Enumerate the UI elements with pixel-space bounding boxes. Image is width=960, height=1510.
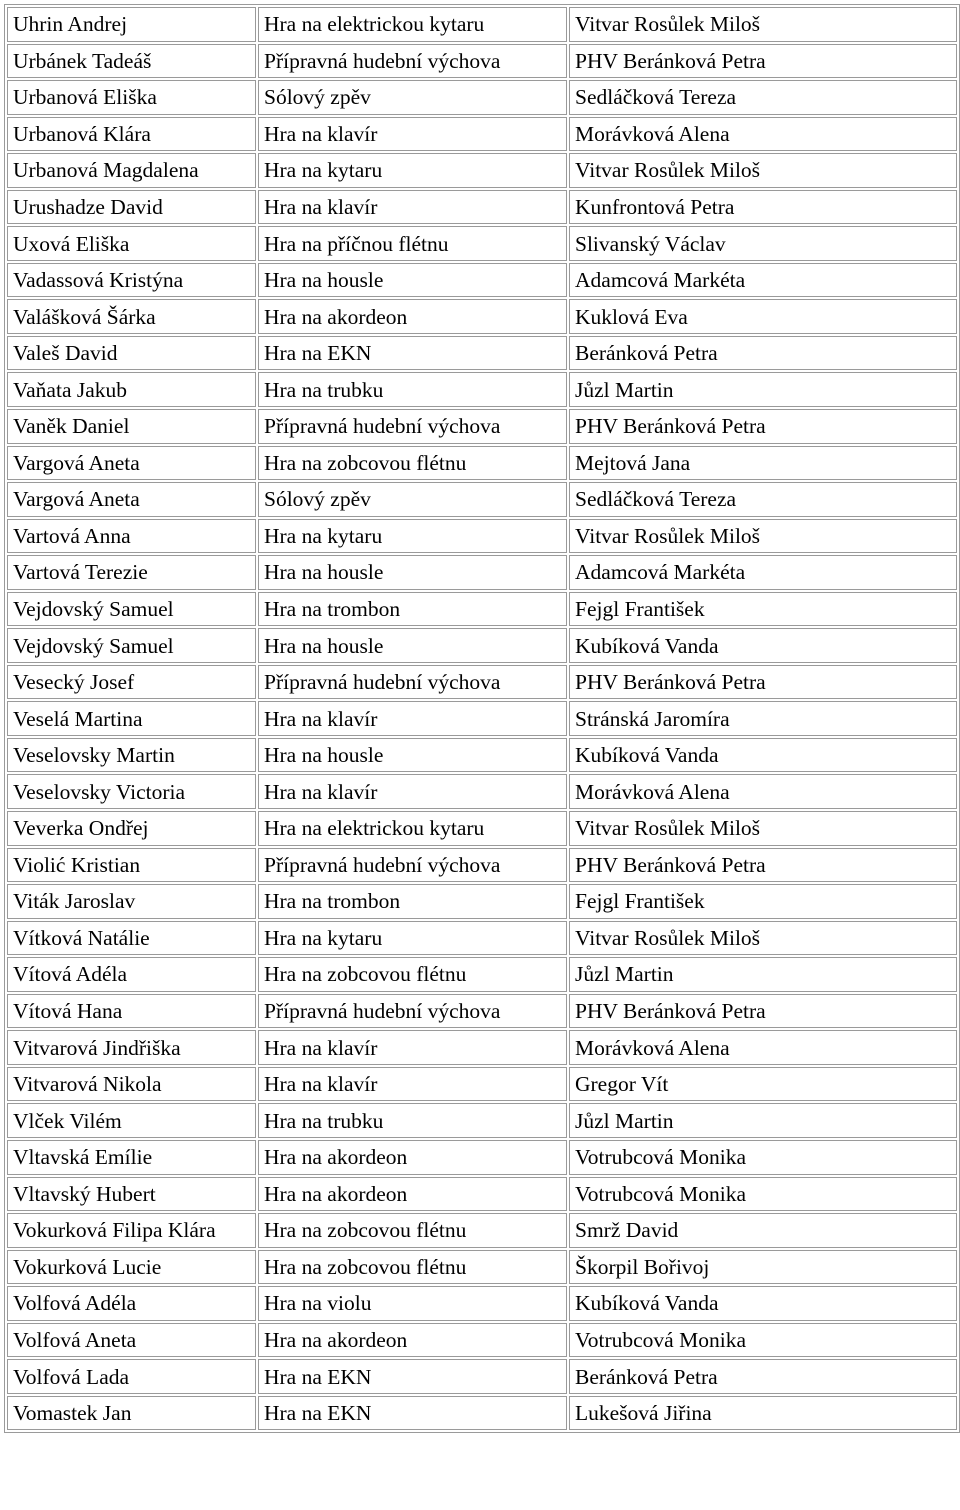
teacher-cell: Vitvar Rosůlek Miloš xyxy=(569,811,957,846)
student-name-cell: Vartová Terezie xyxy=(7,555,256,590)
table-row xyxy=(7,190,957,225)
table-row xyxy=(7,44,957,79)
student-name-cell: Uhrin Andrej xyxy=(7,7,256,42)
teacher-cell: Stránská Jaromíra xyxy=(569,701,957,736)
subject-cell: Hra na klavír xyxy=(258,1067,567,1102)
student-name-cell: Vartová Anna xyxy=(7,519,256,554)
subject-cell: Sólový zpěv xyxy=(258,80,567,115)
teacher-cell: Vitvar Rosůlek Miloš xyxy=(569,153,957,188)
teacher-cell: Votrubcová Monika xyxy=(569,1177,957,1212)
table-row xyxy=(7,1396,957,1431)
student-name-cell: Urushadze David xyxy=(7,190,256,225)
roster-body xyxy=(7,7,957,1430)
student-name-cell: Vomastek Jan xyxy=(7,1396,256,1431)
teacher-cell: PHV Beránková Petra xyxy=(569,665,957,700)
teacher-cell: Kubíková Vanda xyxy=(569,628,957,663)
teacher-cell: Beránková Petra xyxy=(569,1359,957,1394)
subject-cell: Hra na elektrickou kytaru xyxy=(258,7,567,42)
subject-cell: Hra na klavír xyxy=(258,774,567,809)
teacher-cell: Gregor Vít xyxy=(569,1067,957,1102)
teacher-cell: Fejgl František xyxy=(569,884,957,919)
student-name-cell: Volfová Adéla xyxy=(7,1286,256,1321)
table-row xyxy=(7,957,957,992)
teacher-cell: Morávková Alena xyxy=(569,774,957,809)
subject-cell: Hra na klavír xyxy=(258,117,567,152)
subject-cell: Hra na EKN xyxy=(258,1396,567,1431)
student-name-cell: Veverka Ondřej xyxy=(7,811,256,846)
subject-cell: Hra na kytaru xyxy=(258,519,567,554)
table-row xyxy=(7,446,957,481)
table-row xyxy=(7,1323,957,1358)
subject-cell: Hra na trombon xyxy=(258,884,567,919)
teacher-cell: Kunfrontová Petra xyxy=(569,190,957,225)
student-name-cell: Vítová Adéla xyxy=(7,957,256,992)
student-name-cell: Vitvarová Nikola xyxy=(7,1067,256,1102)
subject-cell: Hra na příčnou flétnu xyxy=(258,226,567,261)
student-name-cell: Vokurková Lucie xyxy=(7,1250,256,1285)
teacher-cell: Adamcová Markéta xyxy=(569,555,957,590)
teacher-cell: Vitvar Rosůlek Miloš xyxy=(569,7,957,42)
subject-cell: Hra na klavír xyxy=(258,190,567,225)
table-row xyxy=(7,263,957,298)
teacher-cell: Lukešová Jiřina xyxy=(569,1396,957,1431)
teacher-cell: PHV Beránková Petra xyxy=(569,848,957,883)
teacher-cell: Adamcová Markéta xyxy=(569,263,957,298)
teacher-cell: Votrubcová Monika xyxy=(569,1323,957,1358)
table-row xyxy=(7,1213,957,1248)
table-row xyxy=(7,628,957,663)
student-name-cell: Vargová Aneta xyxy=(7,446,256,481)
subject-cell: Hra na elektrickou kytaru xyxy=(258,811,567,846)
subject-cell: Hra na zobcovou flétnu xyxy=(258,957,567,992)
student-name-cell: Vejdovský Samuel xyxy=(7,592,256,627)
subject-cell: Hra na kytaru xyxy=(258,921,567,956)
teacher-cell: Slivanský Václav xyxy=(569,226,957,261)
subject-cell: Přípravná hudební výchova xyxy=(258,665,567,700)
subject-cell: Hra na housle xyxy=(258,263,567,298)
student-name-cell: Valášková Šárka xyxy=(7,299,256,334)
teacher-cell: Morávková Alena xyxy=(569,1030,957,1065)
student-name-cell: Veselovsky Martin xyxy=(7,738,256,773)
subject-cell: Hra na EKN xyxy=(258,336,567,371)
teacher-cell: PHV Beránková Petra xyxy=(569,44,957,79)
table-row xyxy=(7,1286,957,1321)
student-name-cell: Vesecký Josef xyxy=(7,665,256,700)
subject-cell: Přípravná hudební výchova xyxy=(258,409,567,444)
subject-cell: Hra na zobcovou flétnu xyxy=(258,446,567,481)
student-name-cell: Urbánek Tadeáš xyxy=(7,44,256,79)
teacher-cell: Vitvar Rosůlek Miloš xyxy=(569,519,957,554)
table-row xyxy=(7,153,957,188)
student-name-cell: Vitvarová Jindřiška xyxy=(7,1030,256,1065)
teacher-cell: Sedláčková Tereza xyxy=(569,80,957,115)
table-row xyxy=(7,336,957,371)
subject-cell: Hra na kytaru xyxy=(258,153,567,188)
table-row xyxy=(7,519,957,554)
student-name-cell: Volfová Aneta xyxy=(7,1323,256,1358)
table-row xyxy=(7,1140,957,1175)
student-name-cell: Violić Kristian xyxy=(7,848,256,883)
student-name-cell: Valeš David xyxy=(7,336,256,371)
teacher-cell: Kuklová Eva xyxy=(569,299,957,334)
subject-cell: Hra na akordeon xyxy=(258,299,567,334)
table-row xyxy=(7,921,957,956)
table-row xyxy=(7,701,957,736)
table-row xyxy=(7,1067,957,1102)
table-row xyxy=(7,884,957,919)
subject-cell: Hra na housle xyxy=(258,628,567,663)
student-name-cell: Urbanová Magdalena xyxy=(7,153,256,188)
teacher-cell: Kubíková Vanda xyxy=(569,738,957,773)
student-name-cell: Vlček Vilém xyxy=(7,1103,256,1138)
subject-cell: Hra na EKN xyxy=(258,1359,567,1394)
student-name-cell: Vítková Natálie xyxy=(7,921,256,956)
teacher-cell: Smrž David xyxy=(569,1213,957,1248)
student-name-cell: Vokurková Filipa Klára xyxy=(7,1213,256,1248)
subject-cell: Hra na akordeon xyxy=(258,1140,567,1175)
table-row xyxy=(7,1177,957,1212)
teacher-cell: Fejgl František xyxy=(569,592,957,627)
subject-cell: Sólový zpěv xyxy=(258,482,567,517)
student-name-cell: Urbanová Eliška xyxy=(7,80,256,115)
subject-cell: Hra na violu xyxy=(258,1286,567,1321)
table-row xyxy=(7,1359,957,1394)
subject-cell: Hra na klavír xyxy=(258,1030,567,1065)
student-name-cell: Veselovsky Victoria xyxy=(7,774,256,809)
teacher-cell: PHV Beránková Petra xyxy=(569,409,957,444)
student-name-cell: Vejdovský Samuel xyxy=(7,628,256,663)
subject-cell: Hra na trombon xyxy=(258,592,567,627)
table-row xyxy=(7,1250,957,1285)
teacher-cell: Beránková Petra xyxy=(569,336,957,371)
table-row xyxy=(7,738,957,773)
subject-cell: Hra na housle xyxy=(258,738,567,773)
teacher-cell: Mejtová Jana xyxy=(569,446,957,481)
table-row xyxy=(7,226,957,261)
teacher-cell: Jůzl Martin xyxy=(569,372,957,407)
subject-cell: Hra na housle xyxy=(258,555,567,590)
student-name-cell: Vaňata Jakub xyxy=(7,372,256,407)
table-row xyxy=(7,774,957,809)
table-row xyxy=(7,848,957,883)
teacher-cell: Kubíková Vanda xyxy=(569,1286,957,1321)
table-row xyxy=(7,994,957,1029)
student-name-cell: Veselá Martina xyxy=(7,701,256,736)
table-row xyxy=(7,117,957,152)
teacher-cell: Votrubcová Monika xyxy=(569,1140,957,1175)
subject-cell: Hra na trubku xyxy=(258,1103,567,1138)
table-row xyxy=(7,409,957,444)
table-row xyxy=(7,555,957,590)
teacher-cell: Vitvar Rosůlek Miloš xyxy=(569,921,957,956)
table-row xyxy=(7,7,957,42)
subject-cell: Hra na akordeon xyxy=(258,1323,567,1358)
teacher-cell: Morávková Alena xyxy=(569,117,957,152)
student-name-cell: Volfová Lada xyxy=(7,1359,256,1394)
teacher-cell: Jůzl Martin xyxy=(569,1103,957,1138)
table-row xyxy=(7,1030,957,1065)
table-row xyxy=(7,592,957,627)
teacher-cell: Škorpil Bořivoj xyxy=(569,1250,957,1285)
student-name-cell: Vaněk Daniel xyxy=(7,409,256,444)
table-row xyxy=(7,372,957,407)
subject-cell: Hra na trubku xyxy=(258,372,567,407)
teacher-cell: Sedláčková Tereza xyxy=(569,482,957,517)
subject-cell: Hra na akordeon xyxy=(258,1177,567,1212)
subject-cell: Hra na zobcovou flétnu xyxy=(258,1213,567,1248)
student-roster-table xyxy=(4,4,960,1433)
student-name-cell: Viták Jaroslav xyxy=(7,884,256,919)
table-row xyxy=(7,482,957,517)
table-row xyxy=(7,80,957,115)
table-row xyxy=(7,299,957,334)
subject-cell: Hra na klavír xyxy=(258,701,567,736)
student-name-cell: Vadassová Kristýna xyxy=(7,263,256,298)
teacher-cell: Jůzl Martin xyxy=(569,957,957,992)
teacher-cell: PHV Beránková Petra xyxy=(569,994,957,1029)
subject-cell: Přípravná hudební výchova xyxy=(258,848,567,883)
student-name-cell: Vargová Aneta xyxy=(7,482,256,517)
table-row xyxy=(7,811,957,846)
subject-cell: Hra na zobcovou flétnu xyxy=(258,1250,567,1285)
subject-cell: Přípravná hudební výchova xyxy=(258,994,567,1029)
subject-cell: Přípravná hudební výchova xyxy=(258,44,567,79)
student-name-cell: Vltavský Hubert xyxy=(7,1177,256,1212)
student-name-cell: Vítová Hana xyxy=(7,994,256,1029)
student-name-cell: Urbanová Klára xyxy=(7,117,256,152)
table-row xyxy=(7,665,957,700)
student-name-cell: Uxová Eliška xyxy=(7,226,256,261)
student-name-cell: Vltavská Emílie xyxy=(7,1140,256,1175)
table-row xyxy=(7,1103,957,1138)
